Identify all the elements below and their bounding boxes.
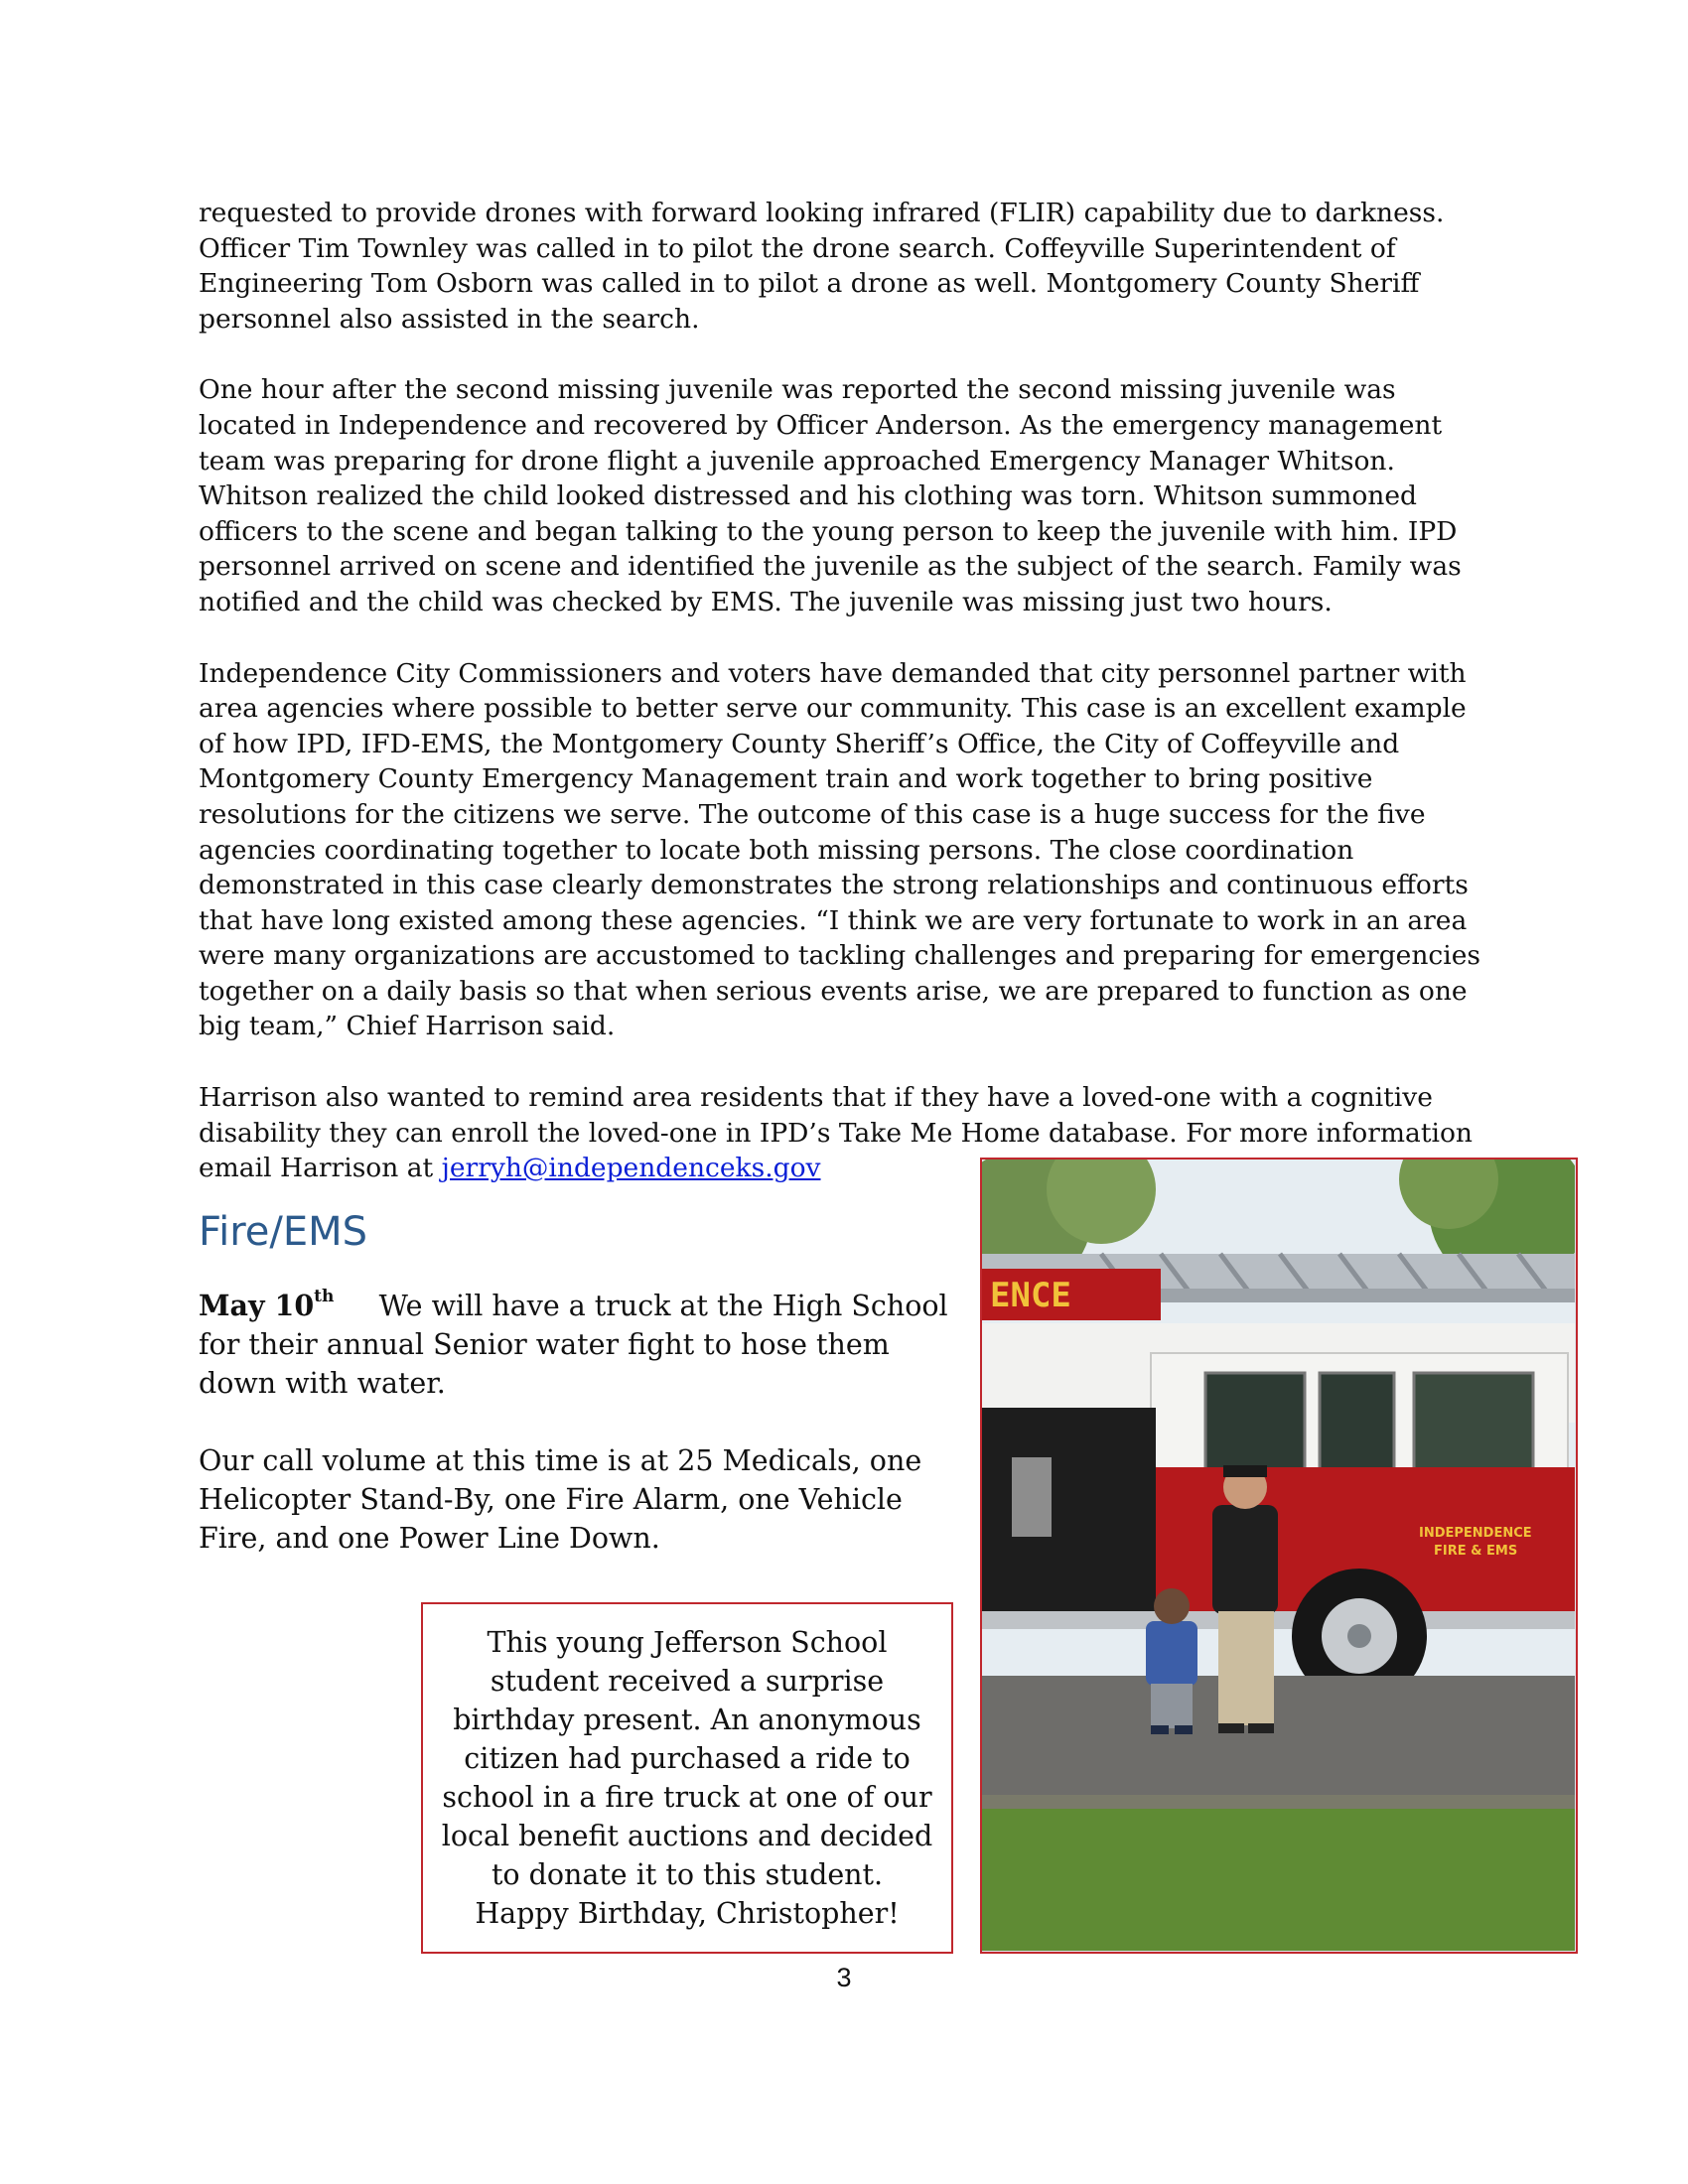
event-date: May 10th [199,1287,335,1322]
article-paragraph: requested to provide drones with forward looking infrared (FLIR) capability due to darkness. Officer Tim Townley was called in to pilot the drone search. Coffeyville Superintendent of Engineering Tom Osborn was called in to pilot a drone as well. Montgomery County Sheriff personnel also assisted in the search. [199,198,1445,335]
article-paragraph-text: Harrison also wanted to remind area residents that if they have a loved-one with a cognitive disability they can enroll the loved-one in IPD’s Take Me Home database. For more information email Harrison at [199,1082,1473,1184]
door-lettering: FIRE & EMS [1434,1544,1518,1559]
article-paragraph: Independence City Commissioners and voters have demanded that city personnel partner with area agencies where possible to better serve our community. This case is an excellent example of how IPD, IFD-EMS, the Montgomery County Sheriff’s Office, the City of Coffeyville and Montgomery County Emergency Management train and work together to bring positive resolutions for the citizens we serve. The outcome of this case is a huge success for the five agencies coordinating together to locate both missing persons. The close coordination demonstrated in this case clearly demonstrates the strong relationships and continuous efforts that have long existed among these agencies. “I think we are very fortunate to work in an area were many organizations are accustomed to tackling challenges and preparing for emergencies together on a daily basis so that when serious events arise, we are prepared to function as one big team,” Chief Harrison said. [199,657,1481,1042]
fire-ems-event [199,1287,957,1403]
fire-truck-illustration [982,1160,1575,1951]
photo-caption: This young Jefferson School student received a surprise birthday present. An anonymous citizen had purchased a ride to school in a fire truck at one of our local benefit auctions and decided to donate it to this student. Happy Birthday, Christopher! [441,1626,933,1930]
fire-truck-photo [980,1158,1578,1954]
door-lettering: INDEPENDENCE [1419,1526,1532,1541]
email-link[interactable]: jerryh@independenceks.gov [441,1153,821,1184]
fire-ems-body [199,1287,957,1596]
call-volume: Our call volume at this time is at 25 Medicals, one Helicopter Stand-By, one Fire Alarm, one Vehicle Fire, and one Power Line Down. [199,1444,922,1555]
section-heading: Fire/EMS [199,1209,368,1255]
article-paragraph: One hour after the second missing juvenile was reported the second missing juvenile was located in Independence and recovered by Officer Anderson. As the emergency management team was preparing for drone flight a juvenile approached Emergency Manager Whitson. Whitson realized the child looked distressed and his clothing was torn. Whitson summoned officers to the scene and began talking to the young person to keep the juvenile with him. IPD personnel arrived on scene and identified the juvenile as the subject of the search. Family was notified and the child was checked by EMS. The juvenile was missing just two hours. [199,374,1462,617]
photo-caption-box [421,1602,953,1954]
ladder-lettering: ENCE [990,1276,1071,1315]
article-body [199,196,1499,1222]
event-text: We will have a truck at the High School for their annual Senior water fight to hose them down with water. [199,1290,957,1400]
page-number: 3 [836,1963,852,1992]
